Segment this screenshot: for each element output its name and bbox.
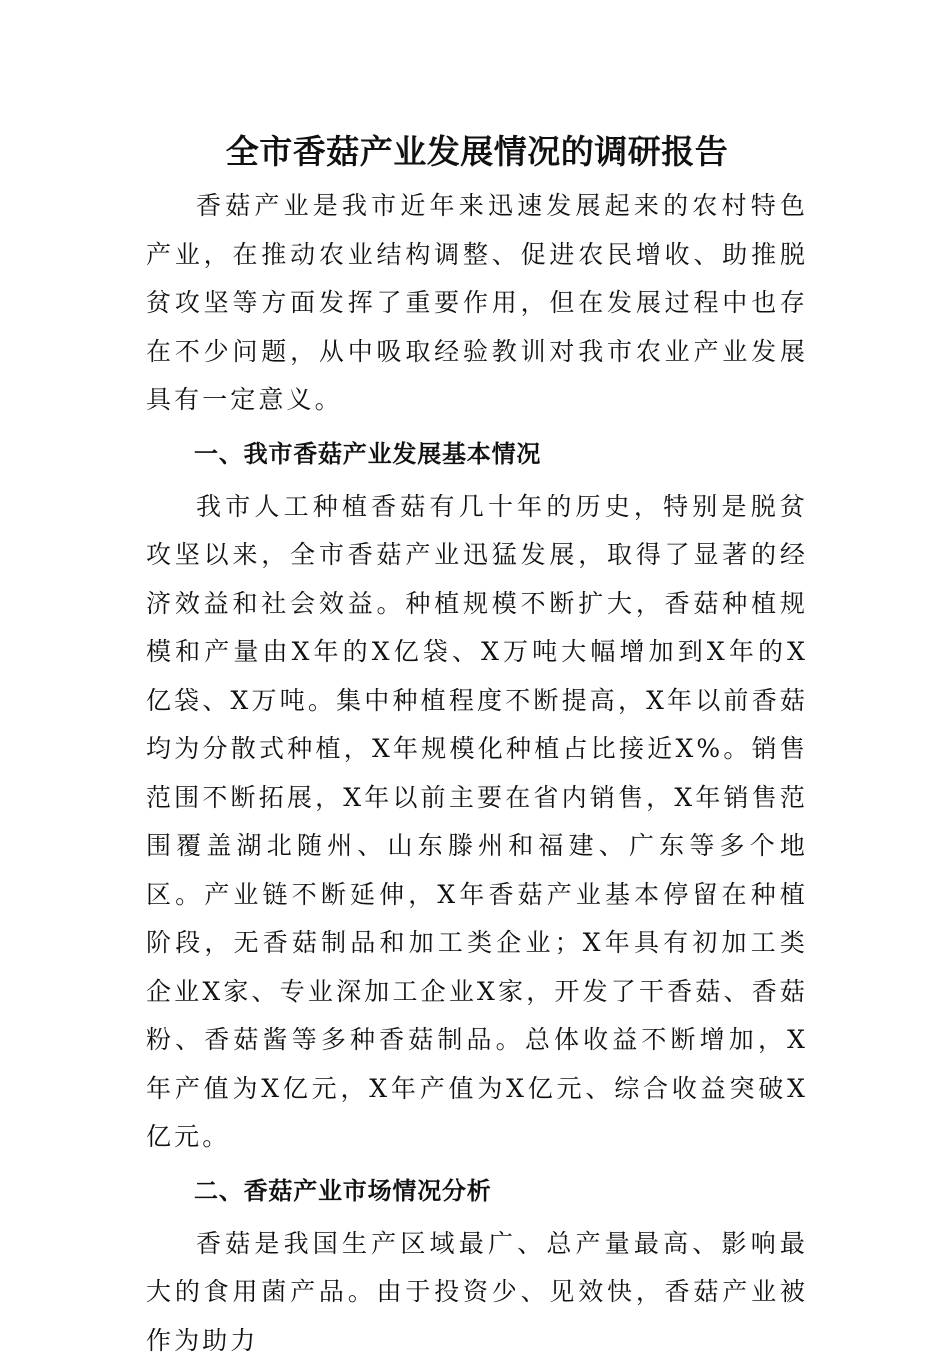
document-title: 全市香菇产业发展情况的调研报告 [146,122,808,182]
section-2-heading: 二、香菇产业市场情况分析 [146,1166,808,1216]
document-page [146,122,808,1365]
section-1-heading: 一、我市香菇产业发展基本情况 [146,429,808,479]
intro-paragraph: 香菇产业是我市近年来迅速发展起来的农村特色产业，在推动农业结构调整、促进农民增收、助推脱贫攻坚等方面发挥了重要作用，但在发展过程中也存在不少问题，从中吸取经验教训对我市农业产业发展具有一定意义。 [146,182,808,425]
section-1-body: 我市人工种植香菇有几十年的历史，特别是脱贫攻坚以来，全市香菇产业迅猛发展，取得了显著的经济效益和社会效益。种植规模不断扩大，香菇种植规模和产量由X年的X亿袋、X万吨大幅增加到X年的X亿袋、X万吨。集中种植程度不断提高，X年以前香菇均为分散式种植，X年规模化种植占比接近X%。销售范围不断拓展，X年以前主要在省内销售，X年销售范围覆盖湖北随州、山东滕州和福建、广东等多个地区。产业链不断延伸，X年香菇产业基本停留在种植阶段，无香菇制品和加工类企业；X年具有初加工类企业X家、专业深加工企业X家，开发了干香菇、香菇粉、香菇酱等多种香菇制品。总体收益不断增加，X年产值为X亿元，X年产值为X亿元、综合收益突破X亿元。 [146,483,808,1162]
section-2-body: 香菇是我国生产区域最广、总产量最高、影响最大的食用菌产品。由于投资少、见效快，香菇产业被作为助力 [146,1220,808,1365]
